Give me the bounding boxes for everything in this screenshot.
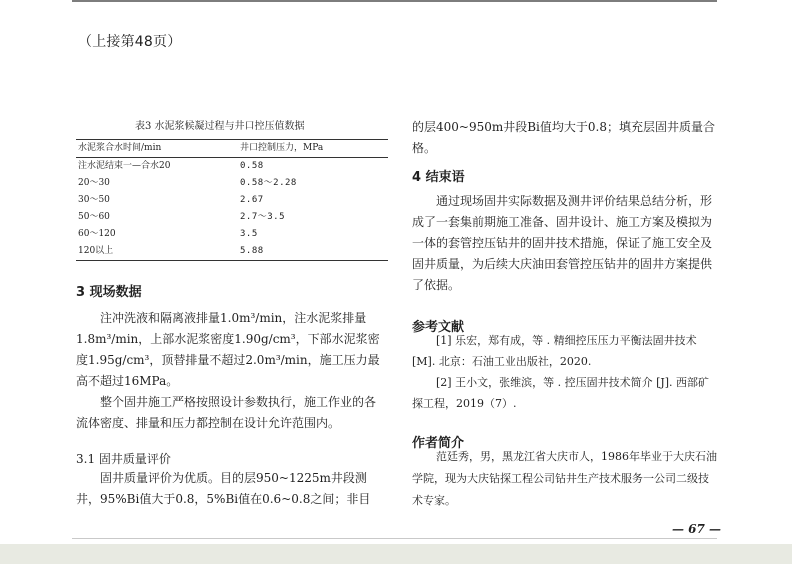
data-table-wrapper bbox=[76, 139, 388, 261]
footer-rule bbox=[72, 538, 717, 539]
section-3-paragraph-2: 整个固井施工严格按照设计参数执行，施工作业的各流体密度、排量和压力都控制在设计允许范围内。 bbox=[76, 395, 377, 430]
table-row bbox=[76, 192, 388, 209]
table-cell-time: 20～30 bbox=[78, 178, 110, 188]
table-header-row bbox=[76, 140, 388, 158]
table-row bbox=[76, 209, 388, 226]
table-cell-pressure: 0.58 bbox=[240, 161, 264, 171]
top-rule bbox=[72, 0, 717, 2]
section-3-paragraph-1: 注冲洗液和隔离液排量1.0m³/min，注水泥浆排量1.8m³/min，上部水泥浆密度1.90g/cm³，下部水泥浆密度1.95g/cm³，顶替排量不超过2.0m³/min，施工压力最高不超过16MPa。 bbox=[76, 311, 380, 388]
continuation-note: （上接第48页） bbox=[78, 34, 182, 50]
table-cell-time: 120以上 bbox=[78, 246, 114, 256]
section-4-heading: 4 结束语 bbox=[412, 170, 465, 185]
author-bio-heading: 作者简介 bbox=[412, 436, 465, 451]
table-row bbox=[76, 158, 388, 176]
table-cell-time: 30～50 bbox=[78, 195, 110, 205]
table-cell-pressure: 2.67 bbox=[240, 195, 264, 205]
column-header-pressure: 井口控制压力，MPa bbox=[240, 143, 324, 153]
table-row bbox=[76, 243, 388, 261]
table-row bbox=[76, 175, 388, 192]
author-bio-text: 范廷秀，男，黑龙江省大庆市人，1986年毕业于大庆石油学院，现为大庆钻探工程公司钻井生产技术服务一公司二级技术专家。 bbox=[412, 450, 717, 507]
table-cell-time: 50～60 bbox=[78, 212, 110, 222]
cement-pressure-table bbox=[76, 139, 388, 261]
table-cell-pressure: 3.5 bbox=[240, 229, 258, 239]
subsection-3-1-heading: 3.1 固井质量评价 bbox=[76, 452, 171, 466]
references-heading: 参考文献 bbox=[412, 320, 465, 335]
reference-item-1: [1] 乐宏，郑有成，等 . 精细控压压力平衡法固井技术 [M]. 北京：石油工业出版社，2020. bbox=[412, 334, 697, 368]
section-3-heading: 3 现场数据 bbox=[76, 285, 142, 300]
table-cell-pressure: 5.88 bbox=[240, 246, 264, 256]
table-cell-pressure: 0.58～2.28 bbox=[240, 178, 297, 188]
table-caption: 表3 水泥浆候凝过程与井口控压值数据 bbox=[135, 121, 305, 132]
section-4-paragraph: 通过现场固井实际数据及测井评价结果总结分析，形成了一套集前期施工准备、固井设计、施工方案及模拟为一体的套管控压钻井的固井技术措施，保证了施工安全及固井质量，为后续大庆油田套管控压钻井的固井方案提供了依据。 bbox=[412, 194, 713, 292]
footer-band bbox=[0, 544, 792, 564]
table-row bbox=[76, 226, 388, 243]
column-header-time: 水泥浆合水时间/min bbox=[78, 143, 162, 153]
reference-item-2: [2] 王小文，张维滨，等 . 控压固井技术简介 [J]. 西部矿探工程，2019（7）. bbox=[412, 376, 710, 410]
table-cell-time: 60～120 bbox=[78, 229, 116, 239]
page-number: — 67 — bbox=[672, 522, 722, 536]
table-cell-time: 注水泥结束一—合水20 bbox=[78, 161, 171, 171]
table-cell-pressure: 2.7～3.5 bbox=[240, 212, 286, 222]
section-3-1-paragraph: 固井质量评价为优质。目的层950~1225m井段测井，95%Bi值大于0.8，5%Bi值在0.6~0.8之间；非目 bbox=[76, 471, 371, 506]
continued-paragraph: 的层400~950m井段Bi值均大于0.8；填充层固井质量合格。 bbox=[412, 120, 715, 155]
